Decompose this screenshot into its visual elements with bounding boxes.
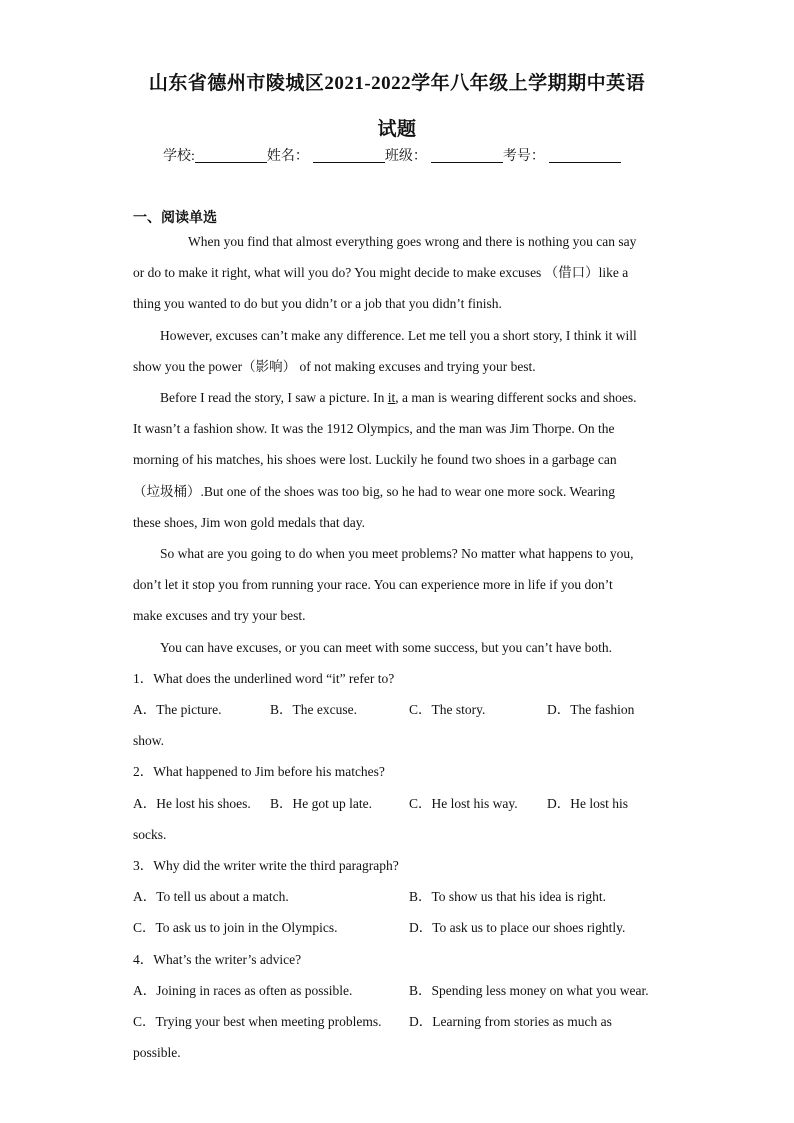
option-d-continued: possible. [133,1045,181,1060]
option-c: C．The story. [409,702,486,717]
option-a: A．To tell us about a match. [133,889,289,904]
option-a: A．Joining in races as often as possible. [133,983,353,998]
exam-title-line2: 试题 [377,119,417,140]
underlined-word: it [387,390,396,405]
passage-line: or do to make it right, what will you do? You might decide to make excuses （借口）like a [133,265,629,280]
option-c: C．To ask us to join in the Olympics. [133,920,338,935]
passage-line: However, excuses can’t make any difference. Let me tell you a short story, I think it will [160,328,637,343]
passage-line: don’t let it stop you from running your race. You can experience more in life if you don’t [133,577,613,592]
option-a: A．He lost his shoes. [133,796,251,811]
question-stem: 1．What does the underlined word “it” refer to? [133,671,395,686]
option-d: D．He lost his [547,796,628,811]
passage-line: When you find that almost everything goes wrong and there is nothing you can say [188,234,637,249]
option-a: A．The picture. [133,702,222,717]
school-blank [195,148,267,163]
option-c: C．Trying your best when meeting problems. [133,1014,382,1029]
passage-line: thing you wanted to do but you didn’t or a job that you didn’t finish. [133,296,502,311]
exam-title-line1: 山东省德州市陵城区2021-2022学年八年级上学期期中英语 [148,73,646,94]
option-d: D．The fashion [547,702,635,717]
passage-line: these shoes, Jim won gold medals that day. [133,515,365,530]
passage-line: So what are you going to do when you meet problems? No matter what happens to you, [160,546,634,561]
passage-line: It wasn’t a fashion show. It was the 1912 Olympics, and the man was Jim Thorpe. On the [133,421,615,436]
section-title: 一、阅读单选 [133,211,217,226]
option-c: C．He lost his way. [409,796,518,811]
passage-text: Before I read the story, I saw a picture. In [160,390,388,405]
question-stem: 4．What’s the writer’s advice? [133,952,302,967]
name-blank [313,148,385,163]
option-b: B．The excuse. [270,702,357,717]
option-b: B．He got up late. [270,796,372,811]
question-stem: 2．What happened to Jim before his matches? [133,764,385,779]
option-b: B．To show us that his idea is right. [409,889,607,904]
passage-line: show you the power（影响） of not making excuses and trying your best. [133,359,536,374]
student-info-row [163,145,621,165]
option-d: D．Learning from stories as much as [409,1014,612,1029]
question-stem: 3．Why did the writer write the third paragraph? [133,858,399,873]
passage-line [160,389,636,407]
exam-no-label: 考号： [502,149,545,164]
option-d-continued: socks. [133,827,167,842]
passage-line: You can have excuses, or you can meet with some success, but you can’t have both. [160,640,613,655]
option-d: D．To ask us to place our shoes rightly. [409,920,626,935]
school-label: 学校: [163,149,195,164]
option-b: B．Spending less money on what you wear. [409,983,649,998]
exam-no-blank [549,148,621,163]
passage-line: morning of his matches, his shoes were lost. Luckily he found two shoes in a garbage can [133,452,617,467]
passage-line: （垃圾桶）.But one of the shoes was too big, so he had to wear one more sock. Wearing [133,484,615,499]
option-d-continued: show. [133,733,165,748]
class-label: 班级： [384,149,427,164]
class-blank [431,148,503,163]
passage-line: make excuses and try your best. [133,608,306,623]
passage-text: , a man is wearing different socks and shoes. [395,390,637,405]
name-label: 姓名： [266,149,309,164]
